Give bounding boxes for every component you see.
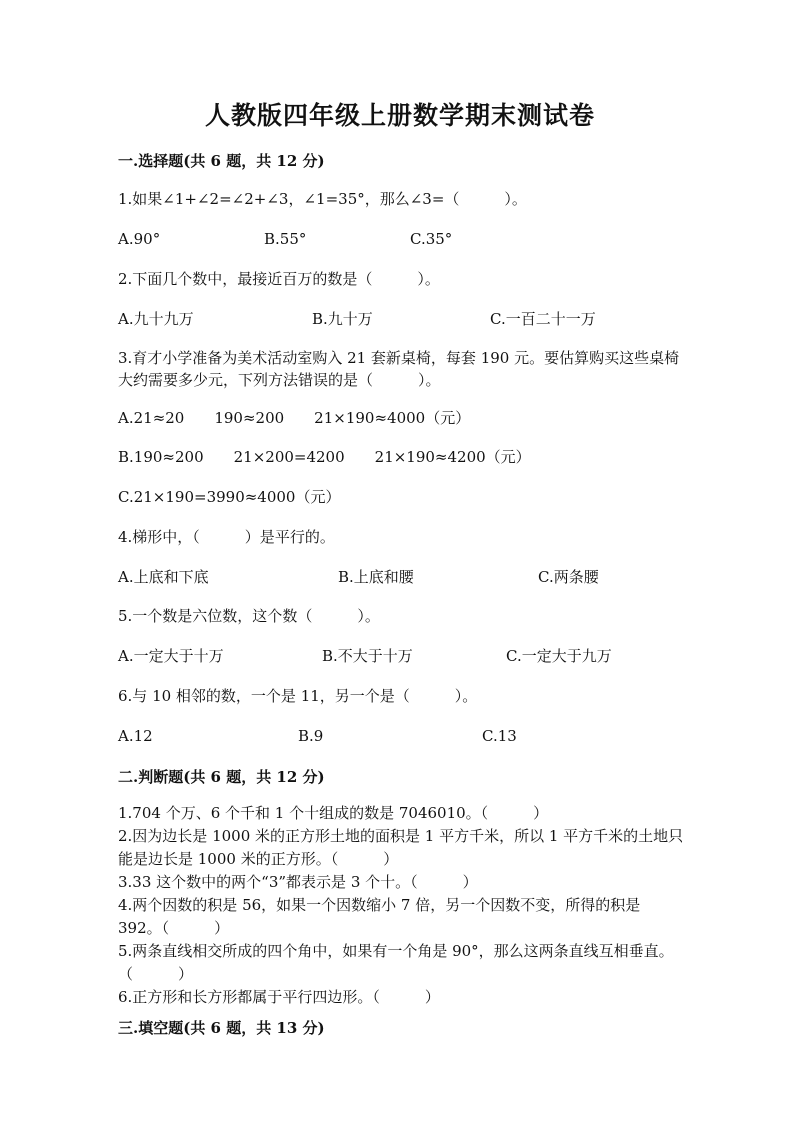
question-3-text: 3.育才小学准备为美术活动室购入 21 套新桌椅，每套 190 元。要估算购买这些桌椅大约需要多少元，下列方法错误的是（ ）。 <box>118 349 680 389</box>
question-3-option-b: B.190≈200 21×200=4200 21×190≈4200（元） <box>118 448 531 466</box>
judgement-item: 5.两条直线相交所成的四个角中，如果有一个角是 90°，那么这两条直线互相垂直。（ ） <box>118 942 674 983</box>
section-heading-judgement: 二.判断题(共 6 题，共 12 分) <box>118 768 325 786</box>
question-2-option-a: A.九十九万 <box>118 310 194 328</box>
question-6-option-c: C.13 <box>482 727 517 745</box>
question-6-option-a: A.12 <box>118 727 153 745</box>
question-2-text: 2.下面几个数中，最接近百万的数是（ ）。 <box>118 270 440 288</box>
question-2-option-b: B.九十万 <box>312 310 373 328</box>
question-1-option-a: A.90° <box>118 230 161 248</box>
question-1-option-b: B.55° <box>264 230 307 248</box>
question-3-option-c: C.21×190=3990≈4000（元） <box>118 488 341 506</box>
question-6-option-b: B.9 <box>298 727 324 745</box>
question-5-option-a: A.一定大于十万 <box>118 647 224 665</box>
question-6-text: 6.与 10 相邻的数，一个是 11，另一个是（ ）。 <box>118 687 478 705</box>
question-4-option-a: A.上底和下底 <box>118 568 209 586</box>
question-5-option-c: C.一定大于九万 <box>506 647 612 665</box>
question-1-option-c: C.35° <box>410 230 453 248</box>
question-5-option-b: B.不大于十万 <box>322 647 413 665</box>
question-4-option-c: C.两条腰 <box>538 568 599 586</box>
question-4-text: 4.梯形中，（ ）是平行的。 <box>118 528 335 546</box>
judgement-item: 6.正方形和长方形都属于平行四边形。（ ） <box>118 988 440 1006</box>
question-1-text: 1.如果∠1+∠2=∠2+∠3，∠1=35°，那么∠3=（ ）。 <box>118 190 527 208</box>
section-heading-choice: 一.选择题(共 6 题，共 12 分) <box>118 152 325 170</box>
judgement-item: 3.33 这个数中的两个“3”都表示是 3 个十。（ ） <box>118 873 478 891</box>
judgement-item: 4.两个因数的积是 56，如果一个因数缩小 7 倍，另一个因数不变，所得的积是 392。（ ） <box>118 896 641 937</box>
question-5-text: 5.一个数是六位数，这个数（ ）。 <box>118 607 380 625</box>
question-3-option-a: A.21≈20 190≈200 21×190≈4000（元） <box>118 409 471 427</box>
question-4-option-b: B.上底和腰 <box>338 568 414 586</box>
page-title: 人教版四年级上册数学期末测试卷 <box>204 101 595 130</box>
section-heading-fill-blank: 三.填空题(共 6 题，共 13 分) <box>118 1019 325 1037</box>
question-2-option-c: C.一百二十一万 <box>490 310 596 328</box>
judgement-item: 2.因为边长是 1000 米的正方形土地的面积是 1 平方千米，所以 1 平方千米的土地只能是边长是 1000 米的正方形。（ ） <box>118 827 684 868</box>
judgement-item: 1.704 个万、6 个千和 1 个十组成的数是 7046010。（ ） <box>118 804 549 822</box>
